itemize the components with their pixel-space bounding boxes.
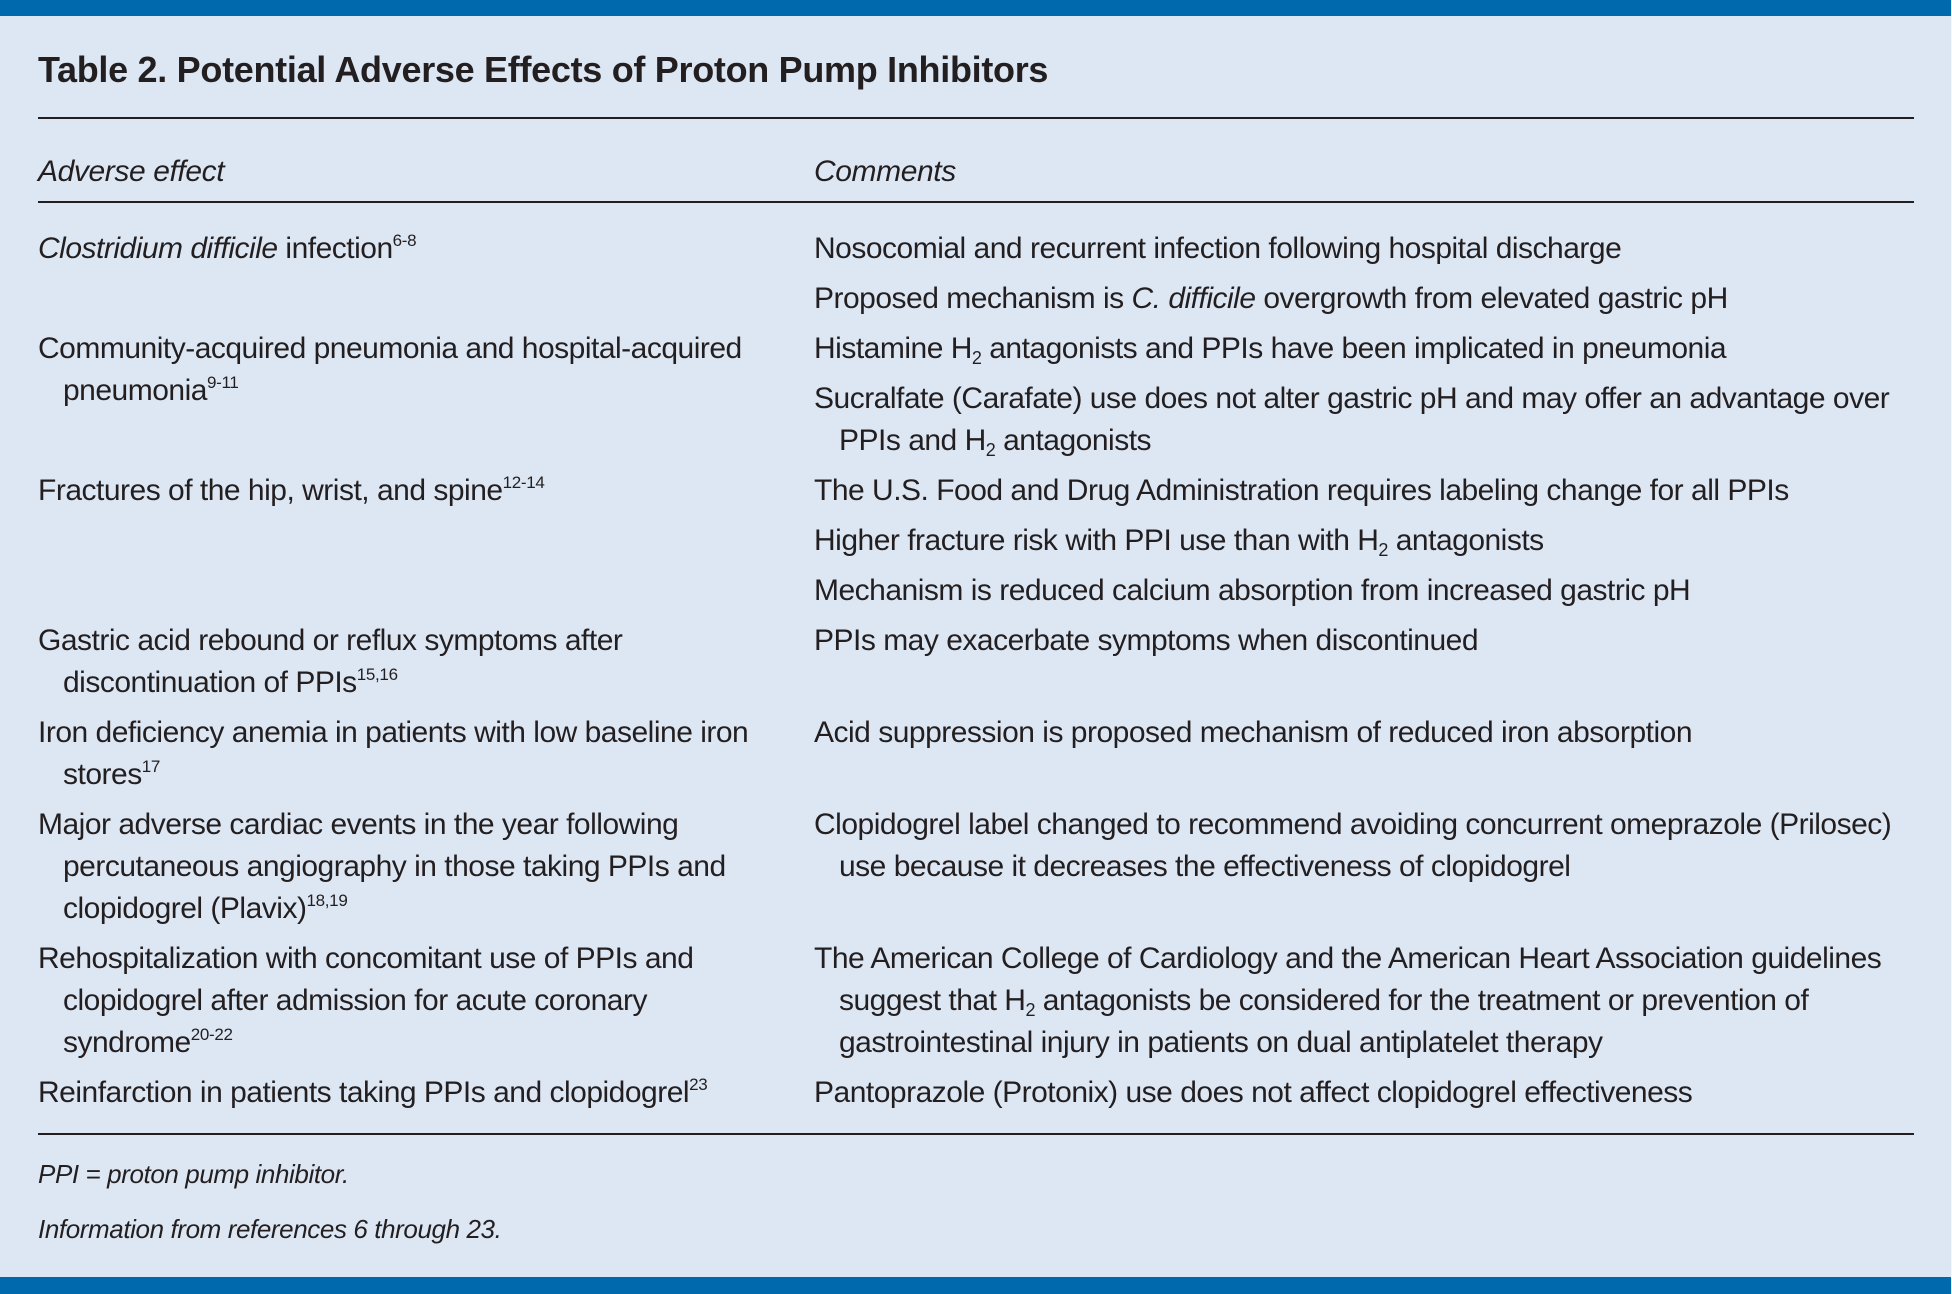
table-body bbox=[38, 228, 1914, 1122]
subscript: 2 bbox=[1025, 1000, 1035, 1020]
adverse-effect-text bbox=[38, 228, 814, 270]
text-run: infection bbox=[277, 232, 393, 265]
column-header-adverse-effect: Adverse effect bbox=[38, 155, 225, 188]
text-run: overgrowth from elevated gastric pH bbox=[1255, 282, 1728, 315]
reference-superscript: 20-22 bbox=[190, 1025, 233, 1044]
adverse-effect-cell bbox=[38, 228, 814, 270]
text-run: Histamine H bbox=[814, 332, 972, 365]
adverse-effect-cell bbox=[38, 938, 814, 1064]
text-run: Nosocomial and recurrent infection following hospital discharge bbox=[814, 232, 1622, 265]
adverse-effect-text bbox=[38, 712, 814, 796]
column-header-comments: Comments bbox=[814, 155, 956, 188]
reference-superscript: 9-11 bbox=[206, 373, 239, 392]
comments-cell bbox=[814, 938, 1914, 1064]
text-run: Gastric acid rebound or reflux symptoms after discontinuation of PPIs bbox=[38, 624, 623, 699]
title-rule bbox=[38, 117, 1914, 119]
comment-paragraph bbox=[814, 804, 1914, 888]
text-run: The American College of Cardiology and the American Heart Association guidelines suggest that H bbox=[814, 942, 1882, 1017]
subscript: 2 bbox=[985, 440, 996, 460]
adverse-effect-cell bbox=[38, 620, 814, 704]
text-run: Proposed mechanism is bbox=[814, 282, 1132, 315]
comment-paragraph bbox=[814, 328, 1914, 370]
text-run: antagonists bbox=[995, 424, 1152, 457]
reference-superscript: 18,19 bbox=[306, 891, 348, 910]
text-run: Acid suppression is proposed mechanism of reduced iron absorption bbox=[814, 716, 1693, 749]
comment-paragraph bbox=[814, 228, 1914, 270]
comments-cell bbox=[814, 620, 1914, 662]
comments-cell bbox=[814, 804, 1914, 888]
adverse-effect-text bbox=[38, 1072, 814, 1114]
table-row bbox=[38, 938, 1914, 1064]
table-row bbox=[38, 712, 1914, 796]
reference-superscript: 17 bbox=[141, 757, 161, 776]
comments-cell bbox=[814, 1072, 1914, 1114]
adverse-effect-text bbox=[38, 328, 814, 412]
table-bottom-rule bbox=[38, 1133, 1914, 1135]
text-run: Iron deficiency anemia in patients with low baseline iron stores bbox=[38, 716, 749, 791]
subscript: 2 bbox=[1378, 540, 1388, 560]
top-color-band bbox=[0, 0, 1951, 16]
text-run: Community-acquired pneumonia and hospital-acquired pneumonia bbox=[38, 332, 742, 407]
comment-paragraph bbox=[814, 470, 1914, 512]
table-row bbox=[38, 1072, 1914, 1114]
text-run: The U.S. Food and Drug Administration requires labeling change for all PPIs bbox=[814, 474, 1789, 507]
adverse-effect-text bbox=[38, 804, 814, 930]
reference-superscript: 6-8 bbox=[392, 231, 417, 250]
text-run: Mechanism is reduced calcium absorption from increased gastric pH bbox=[814, 574, 1691, 607]
text-run: antagonists be considered for the treatment or prevention of gastrointestinal injury in patients on dual antiplatelet therapy bbox=[839, 984, 1809, 1059]
text-run: Clopidogrel label changed to recommend avoiding concurrent omeprazole (Prilosec) use because it decreases the effectiveness of clopidogrel bbox=[814, 808, 1892, 883]
footnote-source: Information from references 6 through 23. bbox=[38, 1214, 502, 1244]
text-run: Pantoprazole (Protonix) use does not affect clopidogrel effectiveness bbox=[814, 1076, 1693, 1109]
comments-cell bbox=[814, 228, 1914, 320]
bottom-color-band bbox=[0, 1277, 1951, 1294]
comment-paragraph bbox=[814, 278, 1914, 320]
comments-cell bbox=[814, 328, 1914, 462]
table-row bbox=[38, 804, 1914, 930]
adverse-effect-text bbox=[38, 470, 814, 512]
adverse-effect-text bbox=[38, 938, 814, 1064]
comment-paragraph bbox=[814, 938, 1914, 1064]
text-run: Fractures of the hip, wrist, and spine bbox=[38, 474, 503, 507]
text-run: Major adverse cardiac events in the year following percutaneous angiography in those taking PPIs and clopidogrel (Plavix) bbox=[38, 808, 726, 925]
table-row bbox=[38, 328, 1914, 462]
comments-cell bbox=[814, 712, 1914, 754]
adverse-effect-cell bbox=[38, 712, 814, 796]
italic-text: C. difficile bbox=[1131, 282, 1256, 315]
text-run: Rehospitalization with concomitant use of PPIs and clopidogrel after admission for acute coronary syndrome bbox=[38, 942, 694, 1059]
text-run: PPIs may exacerbate symptoms when discontinued bbox=[814, 624, 1478, 657]
footnote-abbreviation: PPI = proton pump inhibitor. bbox=[38, 1159, 349, 1189]
text-run: Higher fracture risk with PPI use than with H bbox=[814, 524, 1379, 557]
text-run: Sucralfate (Carafate) use does not alter gastric pH and may offer an advantage over PPIs and H bbox=[814, 382, 1890, 457]
comment-paragraph bbox=[814, 712, 1914, 754]
table-row bbox=[38, 228, 1914, 320]
adverse-effect-cell bbox=[38, 328, 814, 412]
comment-paragraph bbox=[814, 620, 1914, 662]
adverse-effect-cell bbox=[38, 804, 814, 930]
table-row bbox=[38, 620, 1914, 704]
reference-superscript: 15,16 bbox=[356, 665, 398, 684]
text-run: antagonists bbox=[1387, 524, 1544, 557]
adverse-effect-cell bbox=[38, 1072, 814, 1114]
comment-paragraph bbox=[814, 1072, 1914, 1114]
text-run: antagonists and PPIs have been implicated in pneumonia bbox=[981, 332, 1727, 365]
table-row bbox=[38, 470, 1914, 612]
italic-text: Clostridium difficile bbox=[38, 232, 278, 265]
comment-paragraph bbox=[814, 378, 1914, 462]
comments-cell bbox=[814, 470, 1914, 612]
adverse-effect-cell bbox=[38, 470, 814, 512]
table-title: Table 2. Potential Adverse Effects of Proton Pump Inhibitors bbox=[38, 49, 1049, 90]
adverse-effect-text bbox=[38, 620, 814, 704]
reference-superscript: 12-14 bbox=[502, 473, 545, 492]
comment-paragraph bbox=[814, 570, 1914, 612]
header-rule bbox=[38, 201, 1914, 203]
subscript: 2 bbox=[971, 348, 982, 368]
text-run: Reinfarction in patients taking PPIs and clopidogrel bbox=[38, 1076, 690, 1109]
reference-superscript: 23 bbox=[689, 1075, 708, 1094]
comment-paragraph bbox=[814, 520, 1914, 562]
